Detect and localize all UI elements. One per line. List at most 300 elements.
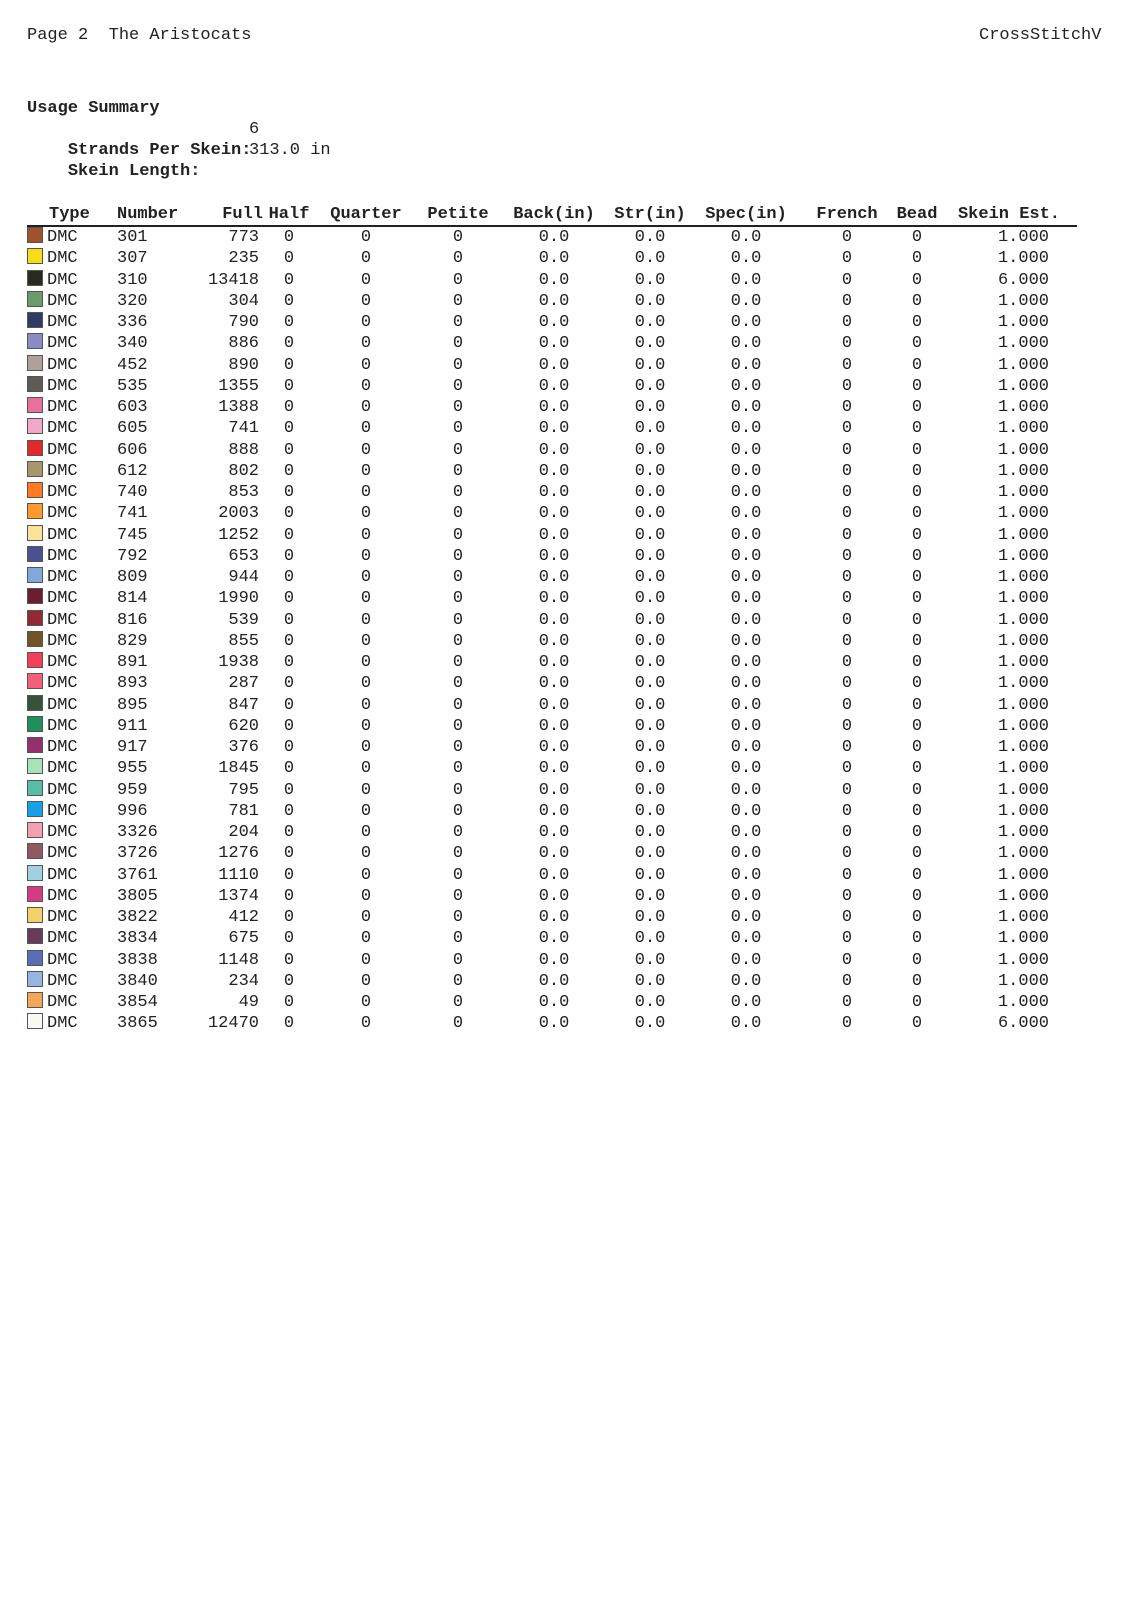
bead-count: 0 bbox=[911, 334, 923, 354]
bead-count: 0 bbox=[911, 398, 923, 418]
bead-count: 0 bbox=[911, 504, 923, 524]
petite-count: 0 bbox=[452, 440, 464, 460]
spec-length: 0.0 bbox=[730, 780, 762, 800]
thread-number: 3840 bbox=[117, 971, 158, 991]
skein-estimate: 1.000 bbox=[997, 483, 1049, 503]
bead-count: 0 bbox=[911, 844, 923, 864]
spec-length: 0.0 bbox=[730, 653, 762, 673]
thread-type-cell bbox=[27, 907, 109, 928]
str-length: 0.0 bbox=[634, 334, 666, 354]
quarter-count: 0 bbox=[360, 461, 372, 481]
thread-type-cell bbox=[27, 1013, 109, 1034]
color-swatch bbox=[27, 673, 43, 689]
quarter-count: 0 bbox=[360, 886, 372, 906]
skein-estimate: 6.000 bbox=[997, 270, 1049, 290]
back-length: 0.0 bbox=[538, 738, 570, 758]
quarter-count: 0 bbox=[360, 993, 372, 1013]
full-count: 1374 bbox=[218, 886, 259, 906]
bead-count: 0 bbox=[911, 568, 923, 588]
full-count: 888 bbox=[228, 440, 259, 460]
col-quarter: Quarter bbox=[315, 204, 417, 226]
table-row bbox=[27, 695, 1077, 716]
color-swatch bbox=[27, 525, 43, 541]
str-length: 0.0 bbox=[634, 738, 666, 758]
full-count: 741 bbox=[228, 419, 259, 439]
bead-count: 0 bbox=[911, 716, 923, 736]
half-count: 0 bbox=[283, 929, 295, 949]
french-count: 0 bbox=[841, 546, 853, 566]
full-count: 853 bbox=[228, 483, 259, 503]
thread-type: DMC bbox=[47, 993, 78, 1013]
petite-count: 0 bbox=[452, 270, 464, 290]
skein-estimate: 1.000 bbox=[997, 334, 1049, 354]
summary-title: Usage Summary bbox=[27, 99, 160, 118]
col-back: Back(in) bbox=[499, 204, 609, 226]
french-count: 0 bbox=[841, 993, 853, 1013]
col-half: Half bbox=[263, 204, 315, 226]
spec-length: 0.0 bbox=[730, 971, 762, 991]
thread-type: DMC bbox=[47, 398, 78, 418]
table-row bbox=[27, 546, 1077, 567]
quarter-count: 0 bbox=[360, 376, 372, 396]
thread-type: DMC bbox=[47, 971, 78, 991]
full-count: 539 bbox=[228, 610, 259, 630]
strands-value: 6 bbox=[249, 120, 260, 139]
french-count: 0 bbox=[841, 653, 853, 673]
petite-count: 0 bbox=[452, 759, 464, 779]
french-count: 0 bbox=[841, 398, 853, 418]
thread-type-cell bbox=[27, 631, 109, 652]
thread-type: DMC bbox=[47, 865, 78, 885]
full-count: 304 bbox=[228, 291, 259, 311]
spec-length: 0.0 bbox=[730, 398, 762, 418]
table-row bbox=[27, 822, 1077, 843]
thread-number: 535 bbox=[117, 376, 148, 396]
strands-label: Strands Per Skein: bbox=[67, 141, 252, 160]
half-count: 0 bbox=[283, 801, 295, 821]
skein-estimate: 1.000 bbox=[997, 398, 1049, 418]
thread-type-cell bbox=[27, 716, 109, 737]
color-swatch bbox=[27, 907, 43, 923]
bead-count: 0 bbox=[911, 291, 923, 311]
french-count: 0 bbox=[841, 270, 853, 290]
petite-count: 0 bbox=[452, 929, 464, 949]
back-length: 0.0 bbox=[538, 759, 570, 779]
thread-type: DMC bbox=[47, 780, 78, 800]
thread-number: 809 bbox=[117, 568, 148, 588]
table-row bbox=[27, 440, 1077, 461]
quarter-count: 0 bbox=[360, 270, 372, 290]
back-length: 0.0 bbox=[538, 291, 570, 311]
bead-count: 0 bbox=[911, 419, 923, 439]
table-row bbox=[27, 525, 1077, 546]
quarter-count: 0 bbox=[360, 759, 372, 779]
skein-estimate: 1.000 bbox=[997, 228, 1049, 248]
french-count: 0 bbox=[841, 313, 853, 333]
thread-number: 829 bbox=[117, 631, 148, 651]
full-count: 675 bbox=[228, 929, 259, 949]
thread-number: 452 bbox=[117, 355, 148, 375]
back-length: 0.0 bbox=[538, 695, 570, 715]
back-length: 0.0 bbox=[538, 461, 570, 481]
table-row bbox=[27, 270, 1077, 291]
half-count: 0 bbox=[283, 546, 295, 566]
french-count: 0 bbox=[841, 440, 853, 460]
skein-estimate: 1.000 bbox=[997, 759, 1049, 779]
french-count: 0 bbox=[841, 504, 853, 524]
petite-count: 0 bbox=[452, 865, 464, 885]
bead-count: 0 bbox=[911, 971, 923, 991]
petite-count: 0 bbox=[452, 716, 464, 736]
french-count: 0 bbox=[841, 695, 853, 715]
half-count: 0 bbox=[283, 249, 295, 269]
app-name: CrossStitchV bbox=[979, 26, 1102, 45]
french-count: 0 bbox=[841, 971, 853, 991]
skein-estimate: 1.000 bbox=[997, 546, 1049, 566]
str-length: 0.0 bbox=[634, 228, 666, 248]
bead-count: 0 bbox=[911, 483, 923, 503]
french-count: 0 bbox=[841, 249, 853, 269]
thread-type: DMC bbox=[47, 228, 78, 248]
color-swatch bbox=[27, 716, 43, 732]
petite-count: 0 bbox=[452, 886, 464, 906]
thread-type: DMC bbox=[47, 313, 78, 333]
full-count: 773 bbox=[228, 228, 259, 248]
color-swatch bbox=[27, 482, 43, 498]
back-length: 0.0 bbox=[538, 270, 570, 290]
spec-length: 0.0 bbox=[730, 695, 762, 715]
half-count: 0 bbox=[283, 823, 295, 843]
str-length: 0.0 bbox=[634, 483, 666, 503]
full-count: 847 bbox=[228, 695, 259, 715]
half-count: 0 bbox=[283, 440, 295, 460]
bead-count: 0 bbox=[911, 759, 923, 779]
french-count: 0 bbox=[841, 823, 853, 843]
half-count: 0 bbox=[283, 759, 295, 779]
thread-number: 891 bbox=[117, 653, 148, 673]
bead-count: 0 bbox=[911, 631, 923, 651]
thread-number: 336 bbox=[117, 313, 148, 333]
petite-count: 0 bbox=[452, 483, 464, 503]
back-length: 0.0 bbox=[538, 546, 570, 566]
full-count: 235 bbox=[228, 249, 259, 269]
spec-length: 0.0 bbox=[730, 674, 762, 694]
quarter-count: 0 bbox=[360, 631, 372, 651]
petite-count: 0 bbox=[452, 334, 464, 354]
thread-number: 340 bbox=[117, 334, 148, 354]
half-count: 0 bbox=[283, 993, 295, 1013]
thread-type-cell bbox=[27, 440, 109, 461]
color-swatch bbox=[27, 227, 43, 243]
spec-length: 0.0 bbox=[730, 376, 762, 396]
spec-length: 0.0 bbox=[730, 483, 762, 503]
back-length: 0.0 bbox=[538, 950, 570, 970]
spec-length: 0.0 bbox=[730, 228, 762, 248]
half-count: 0 bbox=[283, 716, 295, 736]
petite-count: 0 bbox=[452, 461, 464, 481]
quarter-count: 0 bbox=[360, 780, 372, 800]
thread-type: DMC bbox=[47, 589, 78, 609]
str-length: 0.0 bbox=[634, 504, 666, 524]
thread-type-cell bbox=[27, 801, 109, 822]
thread-number: 816 bbox=[117, 610, 148, 630]
col-number: Number bbox=[109, 204, 181, 226]
skein-estimate: 1.000 bbox=[997, 291, 1049, 311]
color-swatch bbox=[27, 928, 43, 944]
thread-type-cell bbox=[27, 503, 109, 524]
thread-type-cell bbox=[27, 525, 109, 546]
spec-length: 0.0 bbox=[730, 631, 762, 651]
thread-type: DMC bbox=[47, 653, 78, 673]
col-petite: Petite bbox=[417, 204, 499, 226]
skein-estimate: 1.000 bbox=[997, 504, 1049, 524]
str-length: 0.0 bbox=[634, 908, 666, 928]
back-length: 0.0 bbox=[538, 568, 570, 588]
quarter-count: 0 bbox=[360, 801, 372, 821]
bead-count: 0 bbox=[911, 228, 923, 248]
color-swatch bbox=[27, 886, 43, 902]
thread-number: 3726 bbox=[117, 844, 158, 864]
thread-type: DMC bbox=[47, 440, 78, 460]
french-count: 0 bbox=[841, 908, 853, 928]
table-row bbox=[27, 737, 1077, 758]
skein-estimate: 1.000 bbox=[997, 419, 1049, 439]
back-length: 0.0 bbox=[538, 334, 570, 354]
table-row bbox=[27, 758, 1077, 779]
str-length: 0.0 bbox=[634, 270, 666, 290]
skein-length-label: Skein Length: bbox=[67, 162, 201, 181]
thread-number: 740 bbox=[117, 483, 148, 503]
full-count: 376 bbox=[228, 738, 259, 758]
thread-number: 996 bbox=[117, 801, 148, 821]
color-swatch bbox=[27, 801, 43, 817]
petite-count: 0 bbox=[452, 674, 464, 694]
thread-type-cell bbox=[27, 843, 109, 864]
bead-count: 0 bbox=[911, 313, 923, 333]
french-count: 0 bbox=[841, 568, 853, 588]
quarter-count: 0 bbox=[360, 738, 372, 758]
thread-type: DMC bbox=[47, 483, 78, 503]
spec-length: 0.0 bbox=[730, 334, 762, 354]
table-row bbox=[27, 971, 1077, 992]
color-swatch bbox=[27, 333, 43, 349]
thread-type-cell bbox=[27, 780, 109, 801]
half-count: 0 bbox=[283, 844, 295, 864]
skein-estimate: 1.000 bbox=[997, 589, 1049, 609]
bead-count: 0 bbox=[911, 525, 923, 545]
spec-length: 0.0 bbox=[730, 908, 762, 928]
half-count: 0 bbox=[283, 886, 295, 906]
back-length: 0.0 bbox=[538, 419, 570, 439]
back-length: 0.0 bbox=[538, 249, 570, 269]
back-length: 0.0 bbox=[538, 653, 570, 673]
full-count: 412 bbox=[228, 908, 259, 928]
quarter-count: 0 bbox=[360, 610, 372, 630]
table-row bbox=[27, 716, 1077, 737]
thread-type: DMC bbox=[47, 1014, 78, 1034]
quarter-count: 0 bbox=[360, 908, 372, 928]
str-length: 0.0 bbox=[634, 440, 666, 460]
petite-count: 0 bbox=[452, 631, 464, 651]
half-count: 0 bbox=[283, 908, 295, 928]
thread-number: 301 bbox=[117, 228, 148, 248]
table-row bbox=[27, 886, 1077, 907]
full-count: 12470 bbox=[207, 1014, 259, 1034]
petite-count: 0 bbox=[452, 589, 464, 609]
str-length: 0.0 bbox=[634, 419, 666, 439]
back-length: 0.0 bbox=[538, 313, 570, 333]
color-swatch bbox=[27, 418, 43, 434]
skein-estimate: 1.000 bbox=[997, 886, 1049, 906]
french-count: 0 bbox=[841, 865, 853, 885]
petite-count: 0 bbox=[452, 355, 464, 375]
spec-length: 0.0 bbox=[730, 568, 762, 588]
spec-length: 0.0 bbox=[730, 461, 762, 481]
thread-number: 911 bbox=[117, 716, 148, 736]
full-count: 2003 bbox=[218, 504, 259, 524]
skein-estimate: 1.000 bbox=[997, 461, 1049, 481]
thread-type-cell bbox=[27, 886, 109, 907]
half-count: 0 bbox=[283, 419, 295, 439]
quarter-count: 0 bbox=[360, 653, 372, 673]
table-row bbox=[27, 780, 1077, 801]
thread-type: DMC bbox=[47, 950, 78, 970]
back-length: 0.0 bbox=[538, 801, 570, 821]
str-length: 0.0 bbox=[634, 780, 666, 800]
spec-length: 0.0 bbox=[730, 589, 762, 609]
color-swatch bbox=[27, 758, 43, 774]
color-swatch bbox=[27, 503, 43, 519]
french-count: 0 bbox=[841, 780, 853, 800]
table-row bbox=[27, 992, 1077, 1013]
bead-count: 0 bbox=[911, 1014, 923, 1034]
table-row bbox=[27, 1013, 1077, 1034]
skein-estimate: 1.000 bbox=[997, 610, 1049, 630]
back-length: 0.0 bbox=[538, 525, 570, 545]
skein-estimate: 1.000 bbox=[997, 971, 1049, 991]
spec-length: 0.0 bbox=[730, 1014, 762, 1034]
skein-estimate: 6.000 bbox=[997, 1014, 1049, 1034]
table-row bbox=[27, 333, 1077, 354]
thread-type: DMC bbox=[47, 886, 78, 906]
thread-type: DMC bbox=[47, 674, 78, 694]
full-count: 204 bbox=[228, 823, 259, 843]
half-count: 0 bbox=[283, 950, 295, 970]
french-count: 0 bbox=[841, 801, 853, 821]
bead-count: 0 bbox=[911, 993, 923, 1013]
str-length: 0.0 bbox=[634, 525, 666, 545]
spec-length: 0.0 bbox=[730, 950, 762, 970]
str-length: 0.0 bbox=[634, 929, 666, 949]
thread-type: DMC bbox=[47, 759, 78, 779]
quarter-count: 0 bbox=[360, 504, 372, 524]
french-count: 0 bbox=[841, 589, 853, 609]
skein-estimate: 1.000 bbox=[997, 440, 1049, 460]
color-swatch bbox=[27, 610, 43, 626]
table-row bbox=[27, 248, 1077, 269]
bead-count: 0 bbox=[911, 950, 923, 970]
skein-estimate: 1.000 bbox=[997, 738, 1049, 758]
thread-type: DMC bbox=[47, 419, 78, 439]
full-count: 234 bbox=[228, 971, 259, 991]
back-length: 0.0 bbox=[538, 844, 570, 864]
back-length: 0.0 bbox=[538, 993, 570, 1013]
half-count: 0 bbox=[283, 695, 295, 715]
quarter-count: 0 bbox=[360, 716, 372, 736]
petite-count: 0 bbox=[452, 568, 464, 588]
back-length: 0.0 bbox=[538, 674, 570, 694]
full-count: 781 bbox=[228, 801, 259, 821]
full-count: 886 bbox=[228, 334, 259, 354]
spec-length: 0.0 bbox=[730, 313, 762, 333]
full-count: 795 bbox=[228, 780, 259, 800]
full-count: 790 bbox=[228, 313, 259, 333]
spec-length: 0.0 bbox=[730, 355, 762, 375]
quarter-count: 0 bbox=[360, 695, 372, 715]
thread-number: 3834 bbox=[117, 929, 158, 949]
skein-estimate: 1.000 bbox=[997, 844, 1049, 864]
spec-length: 0.0 bbox=[730, 886, 762, 906]
quarter-count: 0 bbox=[360, 950, 372, 970]
skein-estimate: 1.000 bbox=[997, 950, 1049, 970]
bead-count: 0 bbox=[911, 461, 923, 481]
quarter-count: 0 bbox=[360, 313, 372, 333]
str-length: 0.0 bbox=[634, 716, 666, 736]
spec-length: 0.0 bbox=[730, 270, 762, 290]
quarter-count: 0 bbox=[360, 589, 372, 609]
quarter-count: 0 bbox=[360, 823, 372, 843]
petite-count: 0 bbox=[452, 419, 464, 439]
table-row bbox=[27, 843, 1077, 864]
spec-length: 0.0 bbox=[730, 801, 762, 821]
spec-length: 0.0 bbox=[730, 738, 762, 758]
bead-count: 0 bbox=[911, 589, 923, 609]
thread-type: DMC bbox=[47, 461, 78, 481]
bead-count: 0 bbox=[911, 738, 923, 758]
thread-type-cell bbox=[27, 397, 109, 418]
thread-type: DMC bbox=[47, 376, 78, 396]
spec-length: 0.0 bbox=[730, 759, 762, 779]
table-row bbox=[27, 610, 1077, 631]
thread-number: 310 bbox=[117, 270, 148, 290]
quarter-count: 0 bbox=[360, 546, 372, 566]
str-length: 0.0 bbox=[634, 631, 666, 651]
petite-count: 0 bbox=[452, 228, 464, 248]
thread-type-cell bbox=[27, 248, 109, 269]
french-count: 0 bbox=[841, 759, 853, 779]
quarter-count: 0 bbox=[360, 440, 372, 460]
half-count: 0 bbox=[283, 313, 295, 333]
half-count: 0 bbox=[283, 610, 295, 630]
thread-type: DMC bbox=[47, 823, 78, 843]
petite-count: 0 bbox=[452, 291, 464, 311]
thread-type: DMC bbox=[47, 716, 78, 736]
str-length: 0.0 bbox=[634, 993, 666, 1013]
color-swatch bbox=[27, 376, 43, 392]
table-body bbox=[27, 226, 1077, 1035]
col-skein-est: Skein Est. bbox=[941, 204, 1077, 226]
half-count: 0 bbox=[283, 738, 295, 758]
str-length: 0.0 bbox=[634, 398, 666, 418]
str-length: 0.0 bbox=[634, 546, 666, 566]
spec-length: 0.0 bbox=[730, 525, 762, 545]
thread-type-cell bbox=[27, 695, 109, 716]
back-length: 0.0 bbox=[538, 376, 570, 396]
skein-estimate: 1.000 bbox=[997, 823, 1049, 843]
thread-type-cell bbox=[27, 226, 109, 248]
skein-estimate: 1.000 bbox=[997, 674, 1049, 694]
quarter-count: 0 bbox=[360, 971, 372, 991]
